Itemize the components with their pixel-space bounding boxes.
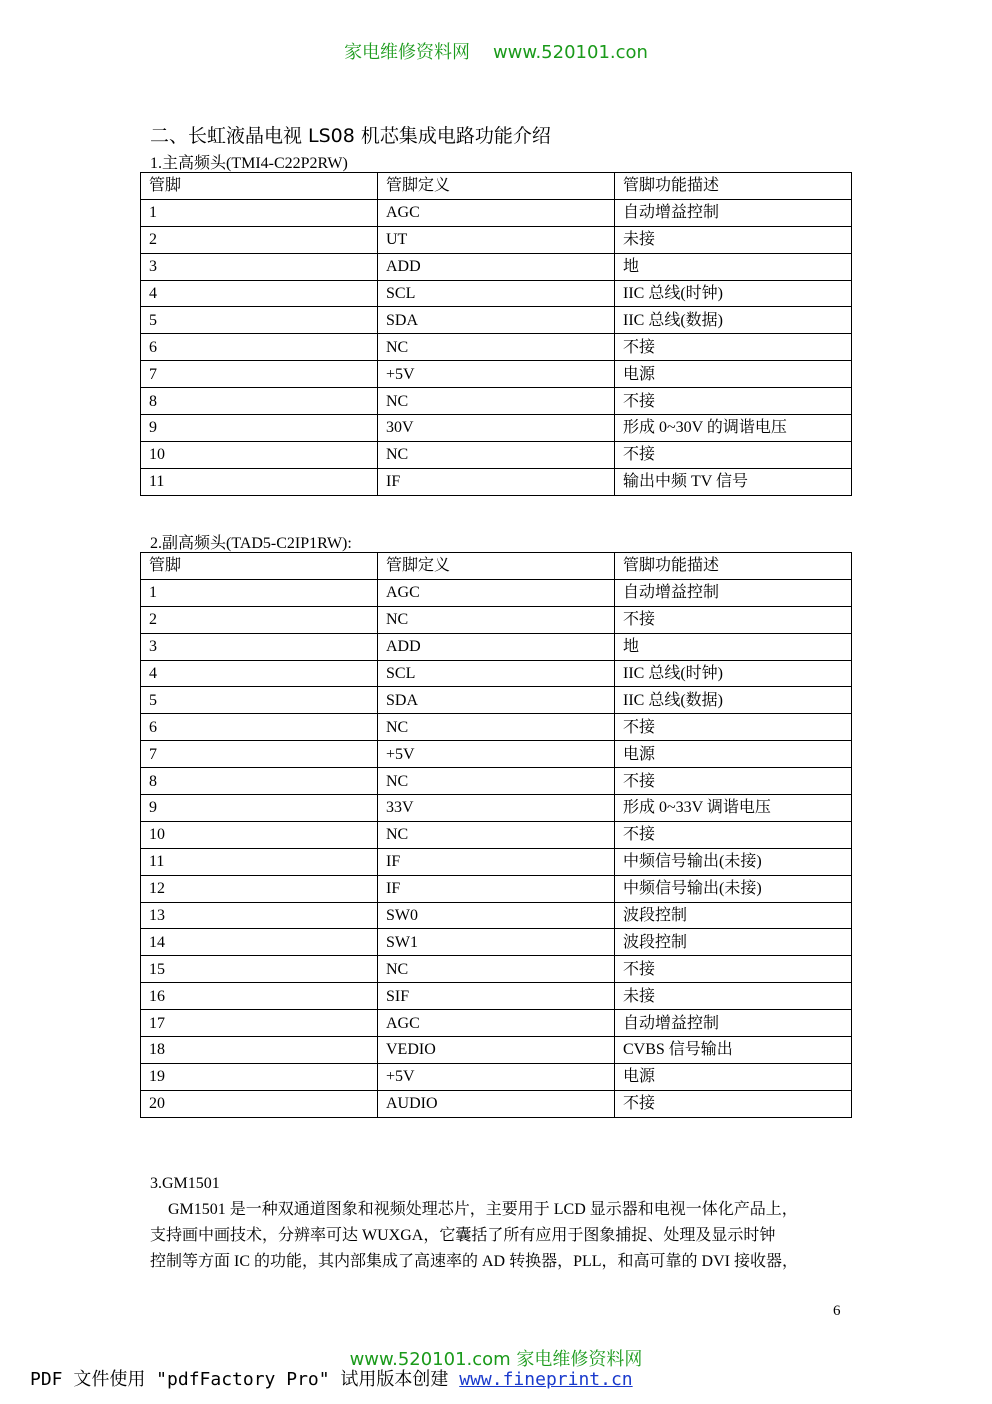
pin-definition-cell: SDA	[378, 307, 615, 334]
pin-function-cell: 电源	[615, 741, 852, 768]
table-row	[141, 768, 852, 795]
pin-function-cell: 不接	[615, 821, 852, 848]
pin-function-cell: 电源	[615, 1063, 852, 1090]
table2-caption: 2.副高频头(TAD5-C2IP1RW):	[150, 535, 352, 552]
pin-number-cell: 2	[141, 226, 378, 253]
pin-number-cell: 16	[141, 983, 378, 1010]
pin-number-cell: 9	[141, 415, 378, 442]
table-row	[141, 579, 852, 606]
table-row	[141, 334, 852, 361]
pin-number-cell: 17	[141, 1010, 378, 1037]
table-row	[141, 307, 852, 334]
footer-site-banner: www.520101.com 家电维修资料网	[349, 1349, 643, 1370]
pin-definition-cell: 30V	[378, 415, 615, 442]
section-title: 二、长虹液晶电视 LS08 机芯集成电路功能介绍	[150, 125, 551, 147]
pin-function-cell: 不接	[615, 1090, 852, 1117]
table-row	[141, 848, 852, 875]
column-header: 管脚定义	[378, 553, 615, 580]
pin-function-cell: 波段控制	[615, 902, 852, 929]
pin-definition-cell: VEDIO	[378, 1037, 615, 1064]
pin-function-cell: IIC 总线(数据)	[615, 307, 852, 334]
pin-definition-cell: SW0	[378, 902, 615, 929]
pin-definition-cell: NC	[378, 768, 615, 795]
pin-definition-cell: IF	[378, 468, 615, 495]
table-row	[141, 199, 852, 226]
pin-number-cell: 8	[141, 388, 378, 415]
table1-caption: 1.主高频头(TMI4-C22P2RW)	[150, 155, 348, 172]
table-row	[141, 1090, 852, 1117]
pin-definition-cell: AUDIO	[378, 1090, 615, 1117]
table-row	[141, 441, 852, 468]
pin-function-cell: 不接	[615, 606, 852, 633]
pin-number-cell: 11	[141, 468, 378, 495]
sub-tuner-pin-table	[140, 552, 852, 1118]
pin-definition-cell: SCL	[378, 660, 615, 687]
pin-function-cell: CVBS 信号输出	[615, 1037, 852, 1064]
pin-function-cell: 输出中频 TV 信号	[615, 468, 852, 495]
pin-function-cell: 地	[615, 633, 852, 660]
table-row	[141, 983, 852, 1010]
table-row	[141, 875, 852, 902]
pin-number-cell: 20	[141, 1090, 378, 1117]
pin-function-cell: 形成 0~33V 调谐电压	[615, 795, 852, 822]
pin-function-cell: 不接	[615, 768, 852, 795]
table-row	[141, 280, 852, 307]
pin-definition-cell: AGC	[378, 199, 615, 226]
column-header: 管脚	[141, 553, 378, 580]
pin-definition-cell: NC	[378, 821, 615, 848]
section3-body	[150, 1197, 844, 1275]
table-row	[141, 821, 852, 848]
pin-function-cell: 未接	[615, 983, 852, 1010]
fineprint-link[interactable]: www.fineprint.cn	[459, 1369, 633, 1390]
table-row	[141, 660, 852, 687]
table-row	[141, 1037, 852, 1064]
table-row	[141, 253, 852, 280]
pin-function-cell: IIC 总线(时钟)	[615, 660, 852, 687]
pin-function-cell: IIC 总线(数据)	[615, 687, 852, 714]
pin-function-cell: 电源	[615, 361, 852, 388]
table-header-row	[141, 553, 852, 580]
pin-function-cell: 波段控制	[615, 929, 852, 956]
pin-number-cell: 4	[141, 660, 378, 687]
pin-definition-cell: NC	[378, 956, 615, 983]
pin-function-cell: 不接	[615, 388, 852, 415]
pin-number-cell: 8	[141, 768, 378, 795]
table-row	[141, 929, 852, 956]
pin-definition-cell: SDA	[378, 687, 615, 714]
pin-definition-cell: SIF	[378, 983, 615, 1010]
pin-function-cell: 不接	[615, 956, 852, 983]
table-row	[141, 795, 852, 822]
pin-number-cell: 13	[141, 902, 378, 929]
table-row	[141, 633, 852, 660]
pin-number-cell: 2	[141, 606, 378, 633]
table-row	[141, 1010, 852, 1037]
pin-function-cell: 形成 0~30V 的调谐电压	[615, 415, 852, 442]
column-header: 管脚功能描述	[615, 173, 852, 200]
pin-function-cell: 自动增益控制	[615, 199, 852, 226]
pdf-creator-note	[30, 1365, 633, 1391]
pin-definition-cell: NC	[378, 606, 615, 633]
pin-function-cell: IIC 总线(时钟)	[615, 280, 852, 307]
header-site-banner: 家电维修资料网 www.520101.con	[344, 42, 648, 63]
table-row	[141, 714, 852, 741]
pin-definition-cell: NC	[378, 388, 615, 415]
pin-number-cell: 10	[141, 821, 378, 848]
pin-number-cell: 11	[141, 848, 378, 875]
table-row	[141, 741, 852, 768]
pin-number-cell: 5	[141, 307, 378, 334]
pin-number-cell: 5	[141, 687, 378, 714]
pin-number-cell: 1	[141, 579, 378, 606]
pin-function-cell: 地	[615, 253, 852, 280]
table-row	[141, 1063, 852, 1090]
pin-number-cell: 7	[141, 361, 378, 388]
pin-definition-cell: IF	[378, 875, 615, 902]
pin-definition-cell: SCL	[378, 280, 615, 307]
pin-number-cell: 19	[141, 1063, 378, 1090]
pin-number-cell: 4	[141, 280, 378, 307]
pin-definition-cell: ADD	[378, 633, 615, 660]
table-row	[141, 415, 852, 442]
column-header: 管脚定义	[378, 173, 615, 200]
pin-definition-cell: NC	[378, 714, 615, 741]
section3-heading: 3.GM1501	[150, 1175, 220, 1192]
table-row	[141, 687, 852, 714]
pin-number-cell: 18	[141, 1037, 378, 1064]
pin-number-cell: 1	[141, 199, 378, 226]
pin-number-cell: 6	[141, 334, 378, 361]
table-row	[141, 468, 852, 495]
pin-number-cell: 3	[141, 253, 378, 280]
pin-function-cell: 中频信号输出(未接)	[615, 875, 852, 902]
pin-definition-cell: ADD	[378, 253, 615, 280]
table-row	[141, 226, 852, 253]
pin-definition-cell: NC	[378, 441, 615, 468]
section3-line: GM1501 是一种双通道图象和视频处理芯片，主要用于 LCD 显示器和电视一体化产品上，	[168, 1201, 798, 1218]
pin-definition-cell: +5V	[378, 361, 615, 388]
table-row	[141, 361, 852, 388]
pin-function-cell: 未接	[615, 226, 852, 253]
pin-definition-cell: AGC	[378, 579, 615, 606]
main-tuner-pin-table	[140, 172, 852, 496]
pin-number-cell: 12	[141, 875, 378, 902]
pin-definition-cell: SW1	[378, 929, 615, 956]
table-row	[141, 606, 852, 633]
column-header: 管脚	[141, 173, 378, 200]
pin-definition-cell: +5V	[378, 1063, 615, 1090]
pin-definition-cell: +5V	[378, 741, 615, 768]
pin-definition-cell: NC	[378, 334, 615, 361]
section3-line: 控制等方面 IC 的功能，其内部集成了高速率的 AD 转换器，PLL，和高可靠的 DVI 接收器，	[150, 1253, 798, 1270]
pin-definition-cell: AGC	[378, 1010, 615, 1037]
pin-definition-cell: IF	[378, 848, 615, 875]
table-row	[141, 388, 852, 415]
pin-number-cell: 15	[141, 956, 378, 983]
pin-function-cell: 中频信号输出(未接)	[615, 848, 852, 875]
pin-number-cell: 6	[141, 714, 378, 741]
page-number: 6	[833, 1303, 841, 1319]
pin-number-cell: 3	[141, 633, 378, 660]
pin-function-cell: 自动增益控制	[615, 1010, 852, 1037]
pin-number-cell: 7	[141, 741, 378, 768]
column-header: 管脚功能描述	[615, 553, 852, 580]
table-header-row	[141, 173, 852, 200]
pin-function-cell: 不接	[615, 334, 852, 361]
pin-definition-cell: 33V	[378, 795, 615, 822]
pin-definition-cell: UT	[378, 226, 615, 253]
table-row	[141, 902, 852, 929]
pdf-note-text: PDF 文件使用 "pdfFactory Pro" 试用版本创建	[30, 1369, 460, 1390]
section3-line: 支持画中画技术，分辨率可达 WUXGA，它囊括了所有应用于图象捕捉、处理及显示时钟	[150, 1227, 776, 1244]
pin-number-cell: 10	[141, 441, 378, 468]
pin-function-cell: 自动增益控制	[615, 579, 852, 606]
pin-number-cell: 14	[141, 929, 378, 956]
pin-function-cell: 不接	[615, 441, 852, 468]
pin-function-cell: 不接	[615, 714, 852, 741]
table-row	[141, 956, 852, 983]
pin-number-cell: 9	[141, 795, 378, 822]
